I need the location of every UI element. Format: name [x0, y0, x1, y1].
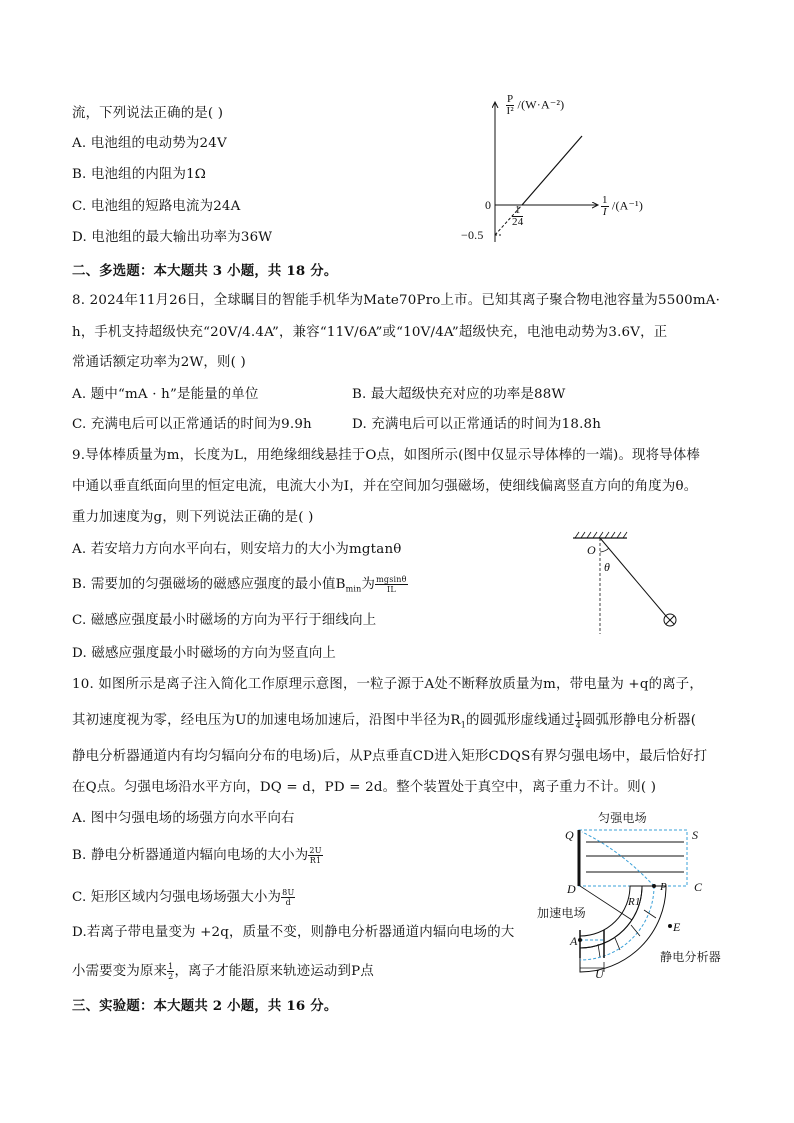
q10-label-d: D	[567, 882, 576, 896]
q10-option-d-line-1: D.若离子带电量变为 +2q，质量不变，则静电分析器通道内辐向电场的大	[72, 925, 515, 940]
q8-line-1: 8. 2024年11月26日，全球瞩目的智能手机华为Mate70Pro上市。已知其离子聚合物电池容量为5500mA·	[72, 293, 721, 308]
q9-option-c: C. 磁感应强度最小时磁场的方向为平行于细线向上	[72, 613, 377, 628]
q9-angle-label: θ	[604, 560, 611, 574]
q10-line-4: 在Q点。匀强电场沿水平方向，DQ = d，PD = 2d。整个装置处于真空中，离子重力不计。则( )	[72, 780, 657, 795]
q10-label-s: S	[692, 828, 699, 842]
q7-y-intercept: −0.5	[461, 228, 484, 242]
q8-option-a: A. 题中“mA · h”是能量的单位	[72, 387, 259, 402]
q10-label-p: P	[660, 881, 667, 893]
q7-x-intercept: $\frac{1}{24}$	[512, 204, 524, 228]
q10-line-3: 静电分析器通道内有均匀辐向分布的电场)后，从P点垂直CD进入矩形CDQS有界匀强电场中，最后恰好打	[72, 749, 708, 764]
q10-line-2: 其初速度视为零，经电压为U的加速电场加速后，沿图中半径为$R_1$的圆弧形虚线通过 $\frac{1}{4}$ 圆弧形静电分析器(	[72, 711, 697, 730]
q10-option-a: A. 图中匀强电场的场强方向水平向右	[72, 811, 295, 826]
q9-option-d: D. 磁感应强度最小时磁场的方向为竖直向上	[72, 646, 337, 661]
q10-accel-field-label: 加速电场	[537, 906, 586, 920]
q8-line-2: h，手机支持超级快充“20V/4.4A”，兼容“11V/6A”或“10V/4A”超级快充，电池电动势为3.6V，正	[72, 325, 668, 340]
q9-line-1: 9.导体棒质量为m，长度为L，用绝缘细线悬挂于O点，如图所示(图中仅显示导体棒的一端)。现将导体棒	[72, 448, 700, 463]
q9-line-2: 中通以垂直纸面向里的恒定电流，电流大小为I，并在空间加匀强磁场，使细线偏离竖直方向的角度为θ。	[72, 479, 698, 494]
q7-x-label: $\frac{1}{I}$ /(A⁻¹)	[602, 194, 644, 218]
q10-label-e: E	[673, 920, 681, 934]
q9-angle-arc	[600, 548, 609, 552]
q9-point-o: O	[587, 543, 596, 557]
q10-label-c: C	[694, 880, 703, 894]
q10-label-q: Q	[565, 828, 574, 842]
q7-option-c: C. 电池组的短路电流为24A	[72, 199, 241, 214]
q7-option-a: A. 电池组的电动势为24V	[72, 136, 227, 151]
q9-option-a: A. 若安培力方向水平向右，则安培力的大小为mgtanθ	[72, 542, 402, 557]
q10-line-1: 10. 如图所示是离子注入简化工作原理示意图，一粒子源于A处不断释放质量为m，带电量为 +q的离子，	[72, 677, 703, 692]
q7-y-label: $\frac{P}{\text{I²}}$ /(W·A⁻²)	[506, 93, 565, 117]
q10-option-b: B. 静电分析器通道内辐向电场的大小为 $\frac{2U}{R1}$	[72, 846, 322, 865]
q10-uniform-field-label: 匀强电场	[598, 811, 647, 825]
q9-option-b: B. 需要加的匀强磁场的磁感应强度的最小值$B_{min}$为 $\frac{mgsin\theta}{IL}$	[72, 575, 407, 594]
q8-option-c: C. 充满电后可以正常通话的时间为9.9h	[72, 417, 312, 432]
q7-graph-line	[522, 136, 582, 205]
q7-origin: 0	[485, 198, 492, 212]
section-3-heading: 三、实验题：本大题共 2 小题，共 16 分。	[72, 998, 338, 1014]
q10-label-r1: R1	[628, 896, 641, 908]
q10-label-a: A	[570, 934, 578, 948]
q9-ceiling-hatch	[575, 532, 627, 538]
q10-trajectory	[580, 886, 654, 960]
q10-label-u: U	[595, 967, 604, 981]
q9-thread	[600, 538, 666, 616]
q10-analyzer-label: 静电分析器	[660, 950, 722, 964]
q9-line-3: 重力加速度为g，则下列说法正确的是( )	[72, 510, 314, 525]
q8-option-b: B. 最大超级快充对应的功率是88W	[352, 387, 566, 402]
q7-option-b: B. 电池组的内阻为1Ω	[72, 167, 207, 182]
q10-option-c: C. 矩形区域内匀强电场场强大小为 $\frac{8U}{d}$	[72, 888, 295, 907]
q8-option-d: D. 充满电后可以正常通话的时间为18.8h	[352, 417, 602, 432]
q8-line-3: 常通话额定功率为2W，则( )	[72, 355, 246, 370]
q9-figure	[565, 528, 695, 638]
q10-option-d-line-2: 小需要变为原来 $\frac{1}{2}$ ，离子才能沿原来轨迹运动到P点	[72, 962, 374, 981]
q7-option-d: D. 电池组的最大输出功率为36W	[72, 230, 273, 245]
section-2-heading: 二、多选题：本大题共 3 小题，共 18 分。	[72, 263, 338, 279]
q7-stem-tail: 流，下列说法正确的是( )	[72, 106, 224, 121]
